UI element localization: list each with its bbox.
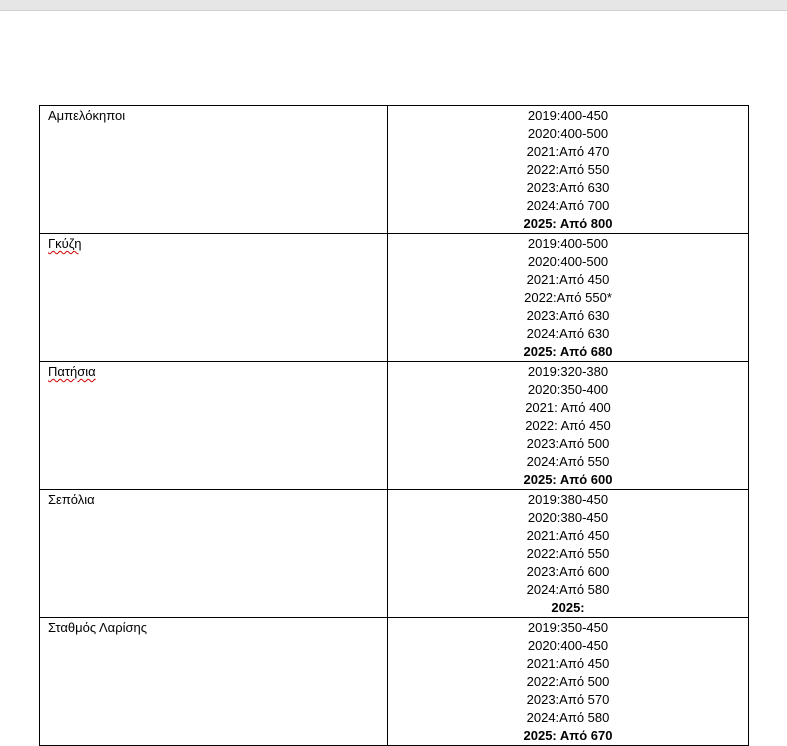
price-line: 2020:380-450 [527,510,609,525]
prices-cell[interactable] [388,234,749,362]
area-cell[interactable] [40,490,388,618]
table-row [40,362,749,490]
price-line: 2020:400-500 [527,254,609,269]
toolbar-strip [0,0,787,11]
area-cell[interactable] [40,618,388,746]
price-line: 2022:Από 550 [526,162,610,177]
area-cell[interactable] [40,362,388,490]
prices-cell[interactable] [388,106,749,234]
table-row [40,618,749,746]
price-line: 2022:Από 500 [526,674,610,689]
price-line: 2023:Από 630 [526,308,610,323]
area-name: Αμπελόκηποι [48,108,126,123]
price-line: 2023:Από 500 [526,436,610,451]
price-line: 2020:400-500 [527,126,609,141]
price-line: 2025: Από 800 [523,216,613,231]
price-line: 2019:400-500 [527,236,609,251]
price-line: 2025: Από 600 [523,472,613,487]
price-line: 2019:320-380 [527,364,609,379]
price-line: 2022:Από 550 [526,546,610,561]
prices-cell[interactable] [388,618,749,746]
price-line: 2025: Από 680 [523,344,613,359]
price-line: 2021: Από 400 [525,400,611,415]
table-row [40,106,749,234]
price-line: 2021:Από 450 [526,272,610,287]
table-body [40,106,749,746]
price-line: 2019:380-450 [527,492,609,507]
rent-table [39,105,749,746]
area-name: Σταθμός Λαρίσης [48,620,147,635]
table-row [40,490,749,618]
price-line: 2020:350-400 [527,382,609,397]
area-name: Γκύζη [48,236,82,251]
price-line: 2023:Από 630 [526,180,610,195]
price-line: 2021:Από 470 [526,144,610,159]
price-line: 2019:400-450 [527,108,609,123]
prices-cell[interactable] [388,362,749,490]
area-name: Σεπόλια [48,492,95,507]
price-line: 2019:350-450 [527,620,609,635]
document-page [0,11,787,743]
table-row [40,234,749,362]
price-line: 2025: Από 670 [523,728,613,743]
price-line: 2020:400-450 [527,638,609,653]
price-line: 2024:Από 550 [526,454,610,469]
price-line: 2024:Από 580 [526,710,610,725]
price-line: 2023:Από 600 [526,564,610,579]
price-line: 2022:Από 550* [524,290,612,305]
area-name: Πατήσια [48,364,96,379]
price-line: 2024:Από 700 [526,198,610,213]
prices-cell[interactable] [388,490,749,618]
area-cell[interactable] [40,234,388,362]
price-line: 2024:Από 630 [526,326,610,341]
price-line: 2024:Από 580 [526,582,610,597]
area-cell[interactable] [40,106,388,234]
price-line: 2021:Από 450 [526,656,610,671]
price-line: 2021:Από 450 [526,528,610,543]
price-line: 2023:Από 570 [526,692,610,707]
price-line: 2025: [551,600,585,615]
price-line: 2022: Από 450 [525,418,611,433]
